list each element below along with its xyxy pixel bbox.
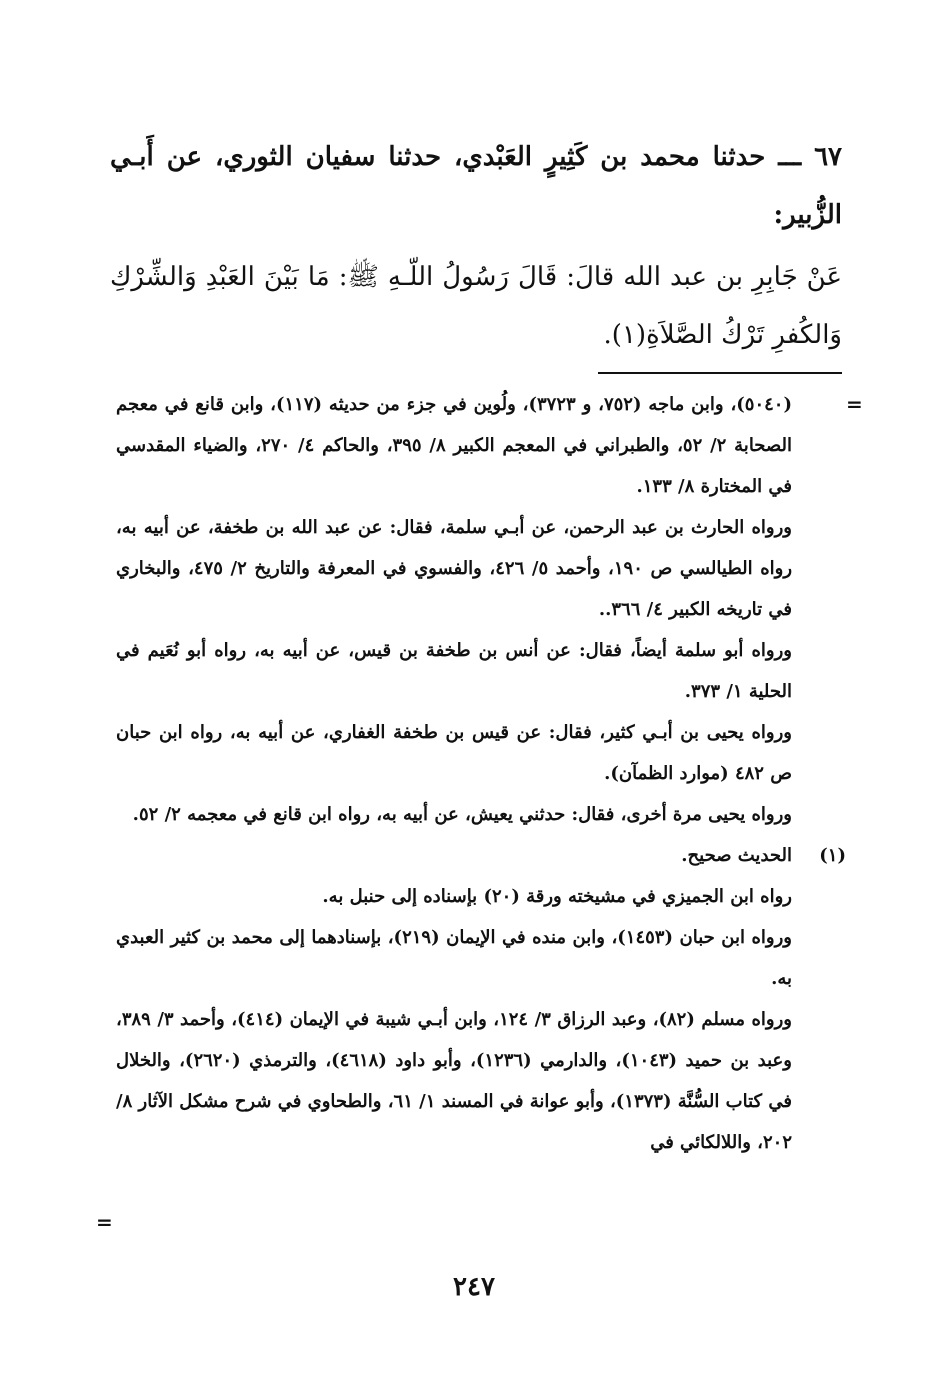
footnote-divider: [598, 372, 842, 374]
footnote-heading: الحديث صحيح.: [681, 845, 792, 866]
footnote-paragraph: رواه ابن الجميزي في مشيخته ورقة (٢٠) بإسناده إلى حنبل به.: [322, 886, 792, 907]
footnote-paragraph: ورواه الحارث بن عبد الرحمن، عن أبـي سلمة، فقال: عن عبد الله بن طخفة، عن أبيه به، رواه الطيالسي ص ١٩٠، وأحمد ٥/ ٤٢٦، والفسوي في المعرفة والتاريخ ٢/ ٤٧٥، والبخاري في تاريخه الكبير ٤/ ٣٦٦..: [116, 517, 793, 620]
continuation-mark: =: [846, 392, 863, 416]
continues-next-page-mark: =: [96, 1210, 113, 1234]
footnotes-section: [116, 384, 846, 1163]
hadith-body: [110, 128, 842, 364]
footnote-paragraph: ورواه يحيى بن أبـي كثير، فقال: عن قيس بن طخفة الغفاري، عن أبيه به، رواه ابن حبان ص ٤٨٢ (موارد الظمآن).: [116, 722, 792, 784]
footnote-paragraph: ورواه ابن حبان (١٤٥٣)، وابن منده في الإيمان (٢١٩)، بإسنادهما إلى محمد بن كثير العبدي به.: [116, 927, 792, 989]
footnote-paragraph: ورواه مسلم (٨٢)، وعبد الرزاق ٣/ ١٢٤، وابن أبـي شيبة في الإيمان (٤١٤)، وأحمد ٣/ ٣٨٩، وعبد بن حميد (١٠٤٣)، والدارمي (١٢٣٦)، وأبو داود (٤٦١٨)، والترمذي (٢٦٢٠)، والخلال في كتاب السُّنَّة (١٣٧٣)، وأبو عوانة في المسند ١/ ٦١، والطحاوي في شرح مشكل الآثار ٨/ ٢٠٢، واللالكائي في: [116, 1009, 792, 1153]
footnote-paragraph: ورواه يحيى مرة أخرى، فقال: حدثني يعيش، عن أبيه به، رواه ابن قانع في معجمه ٢/ ٥٢.: [132, 804, 792, 825]
page-number: ٢٤٧: [453, 1272, 495, 1302]
footnote-number: (١): [819, 845, 846, 866]
footnote-paragraph: ورواه أبو سلمة أيضاً، فقال: عن أنس بن طخفة بن قيس، عن أبيه به، رواه أبو نُعَيم في الحلية ١/ ٣٧٣.: [116, 640, 792, 702]
footnote-paragraph: (٥٠٤٠)، وابن ماجه (٧٥٢، و ٣٧٢٣)، ولُوين في جزء من حديثه (١١٧)، وابن قانع في معجم الصحابة ٢/ ٥٢، والطبراني في المعجم الكبير ٨/ ٣٩٥، والحاكم ٤/ ٢٧٠، والضياء المقدسي في المختارة ٨/ ١٣٣.: [116, 394, 793, 497]
footnote-1-heading-line: [116, 835, 846, 876]
hadith-isnad: ٦٧ ـــ حدثنا محمد بن كَثِيرٍ العَبْدي، حدثنا سفيان الثوري، عن أَبـي الزُّبير:: [110, 142, 842, 230]
hadith-matn: عَنْ جَابِرِ بن عبد الله قالَ: قَالَ رَسُولُ اللّـهِ ﷺ: مَا بَيْنَ العَبْدِ وَالشِّرْكِ وَالكُفرِ تَرْكُ الصَّلاَةِ(١).: [110, 262, 842, 350]
